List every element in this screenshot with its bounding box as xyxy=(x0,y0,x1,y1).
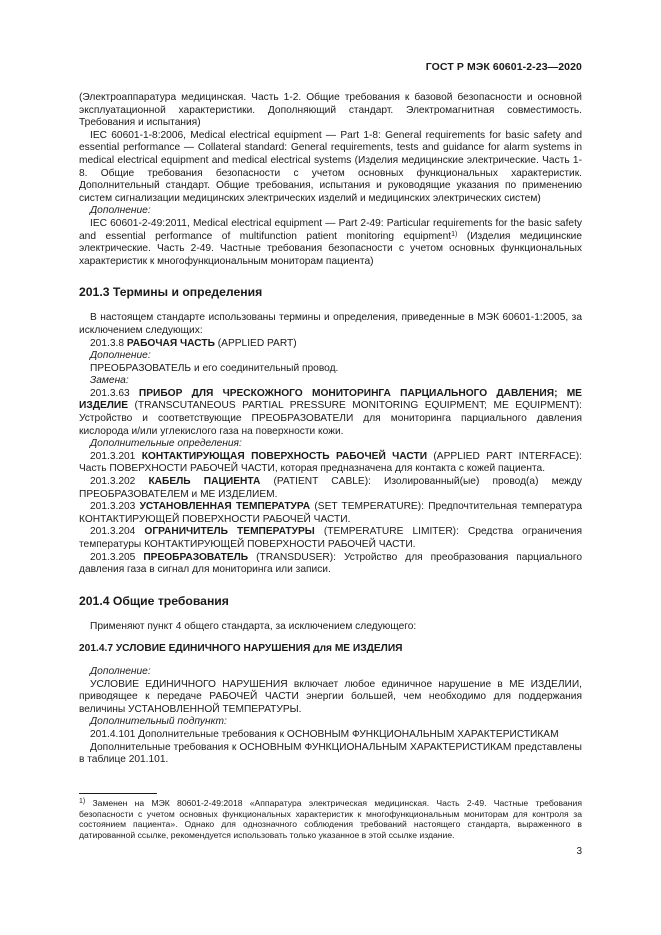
paragraph: (Электроаппаратура медицинская. Часть 1-2. Общие требования к базовой безопасности и основной эксплуатационной характеристики. Дополняющий стандарт. Электромагнитная совместимость. Требования и испытания) xyxy=(79,92,582,129)
term-entry: 201.3.202 КАБЕЛЬ ПАЦИЕНТА (PATIENT CABLE): Изолированный(ые) провод(а) между ПРЕОБРАЗОВАТЕЛЕМ и МЕ ИЗДЕЛИЕМ. xyxy=(79,476,583,500)
addition-label: Дополнение: xyxy=(90,205,151,217)
paragraph: В настоящем стандарте использованы термины и определения, приведенные в МЭК 60601-1:2005, за исключением следующих: xyxy=(79,312,582,336)
paragraph: IEC 60601-1-8:2006, Medical electrical equipment — Part 1-8: General requirements for basic safety and essential performance — Collateral standard: General requirements, tests and guidance for alarm systems in medical electrical equipment and medical electrical systems (Изделия медицинские электрические. Часть 1-8. Общие требования безопасности с учетом основных функциональных характеристик. Дополнительный стандарт. Общие требования, испытания и руководящие указания по применению систем сигнализации медицинских электрических изделий и медицинских электрических систем) xyxy=(79,129,582,204)
term-entry: 201.3.8 РАБОЧАЯ ЧАСТЬ (APPLIED PART) xyxy=(90,337,297,349)
extra-defs-label: Дополнительные определения: xyxy=(90,438,242,450)
term-entry: 201.3.205 ПРЕОБРАЗОВАТЕЛЬ (TRANSDUSER): Устройство для преобразования парциального давления газа в сигнал для мониторинга или записи. xyxy=(79,551,583,576)
term-entry: 201.3.201 КОНТАКТИРУЮЩАЯ ПОВЕРХНОСТЬ РАБОЧЕЙ ЧАСТИ (APPLIED PART INTERFACE): Часть ПОВЕРХНОСТИ РАБОЧЕЙ ЧАСТИ, которая предназначена для контакта с кожей пациента. xyxy=(79,450,583,475)
extra-sub-label: Дополнительный подпункт: xyxy=(90,716,227,728)
section-heading: 201.4 Общие требования xyxy=(79,593,229,608)
addition-label: Дополнение: xyxy=(90,665,151,677)
document-body xyxy=(79,92,582,767)
subsection-heading: 201.4.7 УСЛОВИЕ ЕДИНИЧНОГО НАРУШЕНИЯ для МЕ ИЗДЕЛИЯ xyxy=(79,643,403,655)
paragraph: 201.4.101 Дополнительные требования к ОСНОВНЫМ ФУНКЦИОНАЛЬНЫМ ХАРАКТЕРИСТИКАМ xyxy=(90,728,559,740)
replace-label: Замена: xyxy=(90,375,129,387)
addition-label: Дополнение: xyxy=(90,350,151,362)
footnote-marker: 1) xyxy=(79,798,86,805)
page-number: 3 xyxy=(576,846,582,857)
standard-header: ГОСТ Р МЭК 60601-2-23—2020 xyxy=(425,61,582,73)
section-heading: 201.3 Термины и определения xyxy=(79,285,263,300)
paragraph: УСЛОВИЕ ЕДИНИЧНОГО НАРУШЕНИЯ включает любое единичное нарушение в МЕ ИЗДЕЛИИ, приводящее к передаче РАБОЧЕЙ ЧАСТИ энергии большей, чем необходимо для поддержания величины УСТАНОВЛЕННОЙ ТЕМПЕРАТУРЫ. xyxy=(79,678,582,715)
paragraph: Применяют пункт 4 общего стандарта, за исключением следующего: xyxy=(90,620,417,632)
paragraph: IEC 60601-2-49:2011, Medical electrical equipment — Part 2-49: Particular requirements for the basic safety and essential performance of multifunction patient monitoring equipment$^{1)}$ (Изделия медицинские электрические. Часть 2-49. Частные требования безопасности с учетом основных функциональных характеристик к многофункциональным мониторам пациента) xyxy=(79,217,583,267)
paragraph: ПРЕОБРАЗОВАТЕЛЬ и его соединительный провод. xyxy=(90,362,339,374)
footnote-divider xyxy=(79,793,157,794)
footnote-ref: 1) xyxy=(451,230,458,238)
term-entry: 201.3.63 ПРИБОР ДЛЯ ЧРЕСКОЖНОГО МОНИТОРИНГА ПАРЦИАЛЬНОГО ДАВЛЕНИЯ; МЕ ИЗДЕЛИЕ (TRANSCUTANEOUS PARTIAL PRESSURE MONITORING EQUIPMENT; ME EQUIPMENT): Устройство и соответствующие ПРЕОБРАЗОВАТЕЛИ для мониторинга парциального давления кислорода и/или углекислого газа на поверхности кожи. xyxy=(79,387,582,437)
term-entry: 201.3.203 УСТАНОВЛЕННАЯ ТЕМПЕРАТУРА (SET TEMPERATURE): Предпочтительная температура КОНТАКТИРУЮЩЕЙ ПОВЕРХНОСТИ РАБОЧЕЙ ЧАСТИ. xyxy=(79,501,582,525)
term-entry: 201.3.204 ОГРАНИЧИТЕЛЬ ТЕМПЕРАТУРЫ (TEMPERATURE LIMITER): Средства ограничения температуры КОНТАКТИРУЮЩЕЙ ПОВЕРХНОСТИ РАБОЧЕЙ ЧАСТИ. xyxy=(79,526,582,550)
footnote: $^{1)}$ Заменен на МЭК 80601-2-49:2018 «Аппаратура электрическая медицинская. Часть 2-49. Частные требования безопасности с учетом основных функциональных характеристик к многофункциональным мониторам для контроля за состоянием пациента». Однако для однозначного соблюдения требований настоящего стандарта, выраженного в датированной ссылке, рекомендуется использовать только указанное в этой ссылке издание. xyxy=(79,798,582,840)
paragraph: Дополнительные требования к ОСНОВНЫМ ФУНКЦИОНАЛЬНЫМ ХАРАКТЕРИСТИКАМ представлены в таблице 201.101. xyxy=(79,741,582,766)
